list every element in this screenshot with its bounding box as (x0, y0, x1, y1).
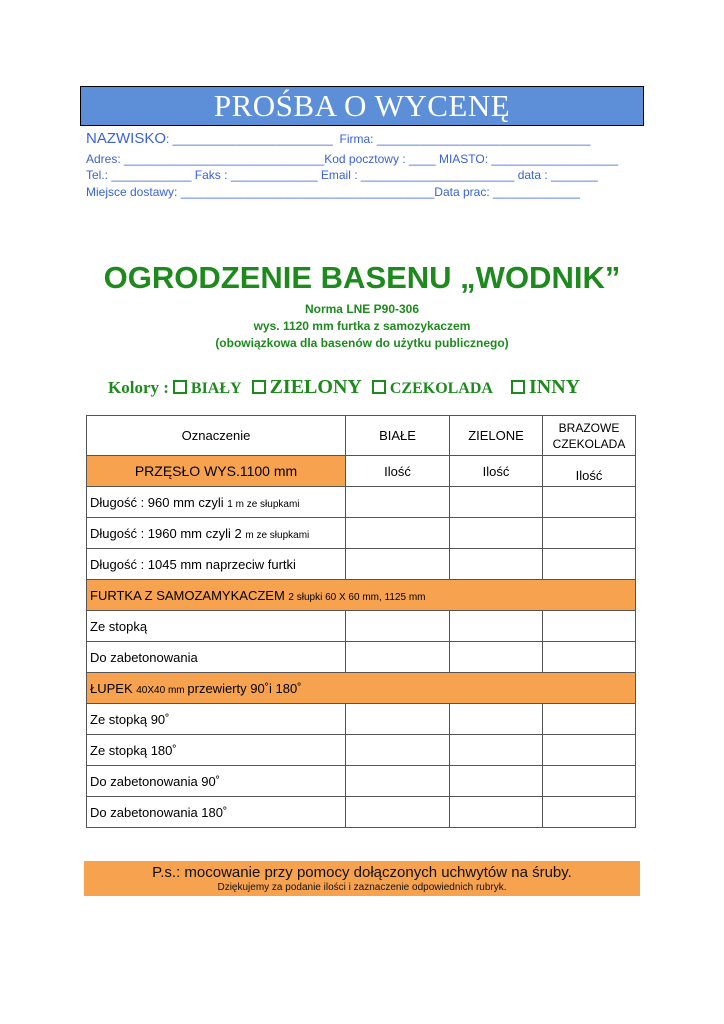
row-label: Do zabetonowania (87, 642, 346, 673)
qty-cell[interactable] (346, 642, 450, 673)
header-green: ZIELONE (450, 416, 543, 456)
qty-cell[interactable] (543, 518, 636, 549)
product-title: OGRODZENIE BASENU „WODNIK” (103, 260, 621, 295)
name-company-field-line[interactable] (86, 131, 590, 147)
table-row (87, 797, 636, 828)
section-gate-title: FURTKA Z SAMOZAMYKACZEM 2 słupki 60 X 60 mm, 1125 mm (87, 580, 636, 611)
qty-label: Ilość (346, 456, 450, 487)
qty-cell[interactable] (450, 797, 543, 828)
header-white: BIAŁE (346, 416, 450, 456)
checkbox-icon[interactable] (252, 380, 266, 394)
colors-label: Kolory : (108, 378, 169, 397)
row-label: Ze stopką (87, 611, 346, 642)
row-label: Ze stopką 180˚ (87, 735, 346, 766)
row-label: Do zabetonowania 90˚ (87, 766, 346, 797)
checkbox-icon[interactable] (372, 380, 386, 394)
qty-cell[interactable] (346, 518, 450, 549)
row-label: Długość : 1045 mm naprzeciw furtki (87, 549, 346, 580)
header-brown: BRAZOWE CZEKOLADA (543, 416, 636, 456)
table-row (87, 766, 636, 797)
qty-cell[interactable] (346, 704, 450, 735)
section-post-row (87, 673, 636, 704)
table-row (87, 611, 636, 642)
norm-line: Norma LNE P90-306 (304, 302, 420, 316)
qty-cell[interactable] (543, 766, 636, 797)
row-label: Ze stopką 90˚ (87, 704, 346, 735)
qty-cell[interactable] (346, 549, 450, 580)
qty-cell[interactable] (543, 642, 636, 673)
usage-note: (obowiązkowa dla basenów do użytku publicznego) (215, 336, 509, 350)
section-post-title: ŁUPEK 40X40 mm przewierty 90˚i 180˚ (87, 673, 636, 704)
header-designation: Oznaczenie (87, 416, 346, 456)
color-option-chocolate[interactable]: CZEKOLADA (372, 380, 493, 397)
checkbox-icon[interactable] (511, 380, 525, 394)
table-row (87, 518, 636, 549)
qty-cell[interactable] (543, 611, 636, 642)
qty-cell[interactable] (543, 487, 636, 518)
qty-cell[interactable] (450, 642, 543, 673)
table-row (87, 487, 636, 518)
qty-cell[interactable] (543, 735, 636, 766)
contact-field-line[interactable]: Tel.: ____________ Faks : _____________ Email : _______________________ data : _______ (86, 168, 598, 182)
qty-cell[interactable] (450, 487, 543, 518)
table-header-row (87, 416, 636, 456)
qty-cell[interactable] (543, 797, 636, 828)
qty-cell[interactable] (450, 766, 543, 797)
qty-cell[interactable] (346, 611, 450, 642)
page-title: PROŚBA O WYCENĘ (213, 88, 511, 123)
qty-cell[interactable] (450, 735, 543, 766)
qty-cell[interactable] (450, 549, 543, 580)
qty-cell[interactable] (346, 487, 450, 518)
row-label: Długość : 960 mm czyli 1 m ze słupkami (87, 487, 346, 518)
section-panel-row (87, 456, 636, 487)
section-gate-row (87, 580, 636, 611)
qty-label: Ilość (450, 456, 543, 487)
order-table (86, 415, 636, 828)
color-options (108, 376, 586, 399)
qty-cell[interactable] (543, 549, 636, 580)
qty-cell[interactable] (346, 735, 450, 766)
qty-cell[interactable] (346, 766, 450, 797)
table-row (87, 642, 636, 673)
table-row (87, 704, 636, 735)
name-company-blanks: : ________________________ Firma: ________________________________ (166, 132, 591, 146)
footer-note (84, 861, 640, 896)
row-label: Długość : 1960 mm czyli 2 m ze słupkami (87, 518, 346, 549)
thanks-note: Dziękujemy za podanie ilości i zaznaczenie odpowiednich rubryk. (217, 882, 507, 893)
row-label: Do zabetonowania 180˚ (87, 797, 346, 828)
address-field-line[interactable]: Adres: ______________________________Kod pocztowy : ____ MIASTO: ___________________ (86, 152, 619, 166)
qty-cell[interactable] (346, 797, 450, 828)
color-option-green[interactable]: ZIELONY (252, 380, 362, 397)
ps-note: P.s.: mocowanie przy pomocy dołączonych uchwytów na śruby. (152, 864, 572, 881)
section-panel-title: PRZĘSŁO WYS.1100 mm (87, 456, 346, 487)
title-banner (80, 86, 644, 126)
color-option-white[interactable]: BIAŁY (173, 380, 242, 397)
delivery-field-line[interactable]: Miejsce dostawy: ______________________________________Data prac: _____________ (86, 185, 580, 199)
color-option-other[interactable]: INNY (511, 380, 580, 397)
qty-cell[interactable] (543, 704, 636, 735)
qty-label: Ilość (543, 456, 636, 487)
height-line: wys. 1120 mm furtka z samozykaczem (253, 319, 471, 333)
qty-cell[interactable] (450, 704, 543, 735)
qty-cell[interactable] (450, 518, 543, 549)
qty-cell[interactable] (450, 611, 543, 642)
checkbox-icon[interactable] (173, 380, 187, 394)
name-label: NAZWISKO (86, 130, 167, 147)
table-row (87, 549, 636, 580)
table-row (87, 735, 636, 766)
